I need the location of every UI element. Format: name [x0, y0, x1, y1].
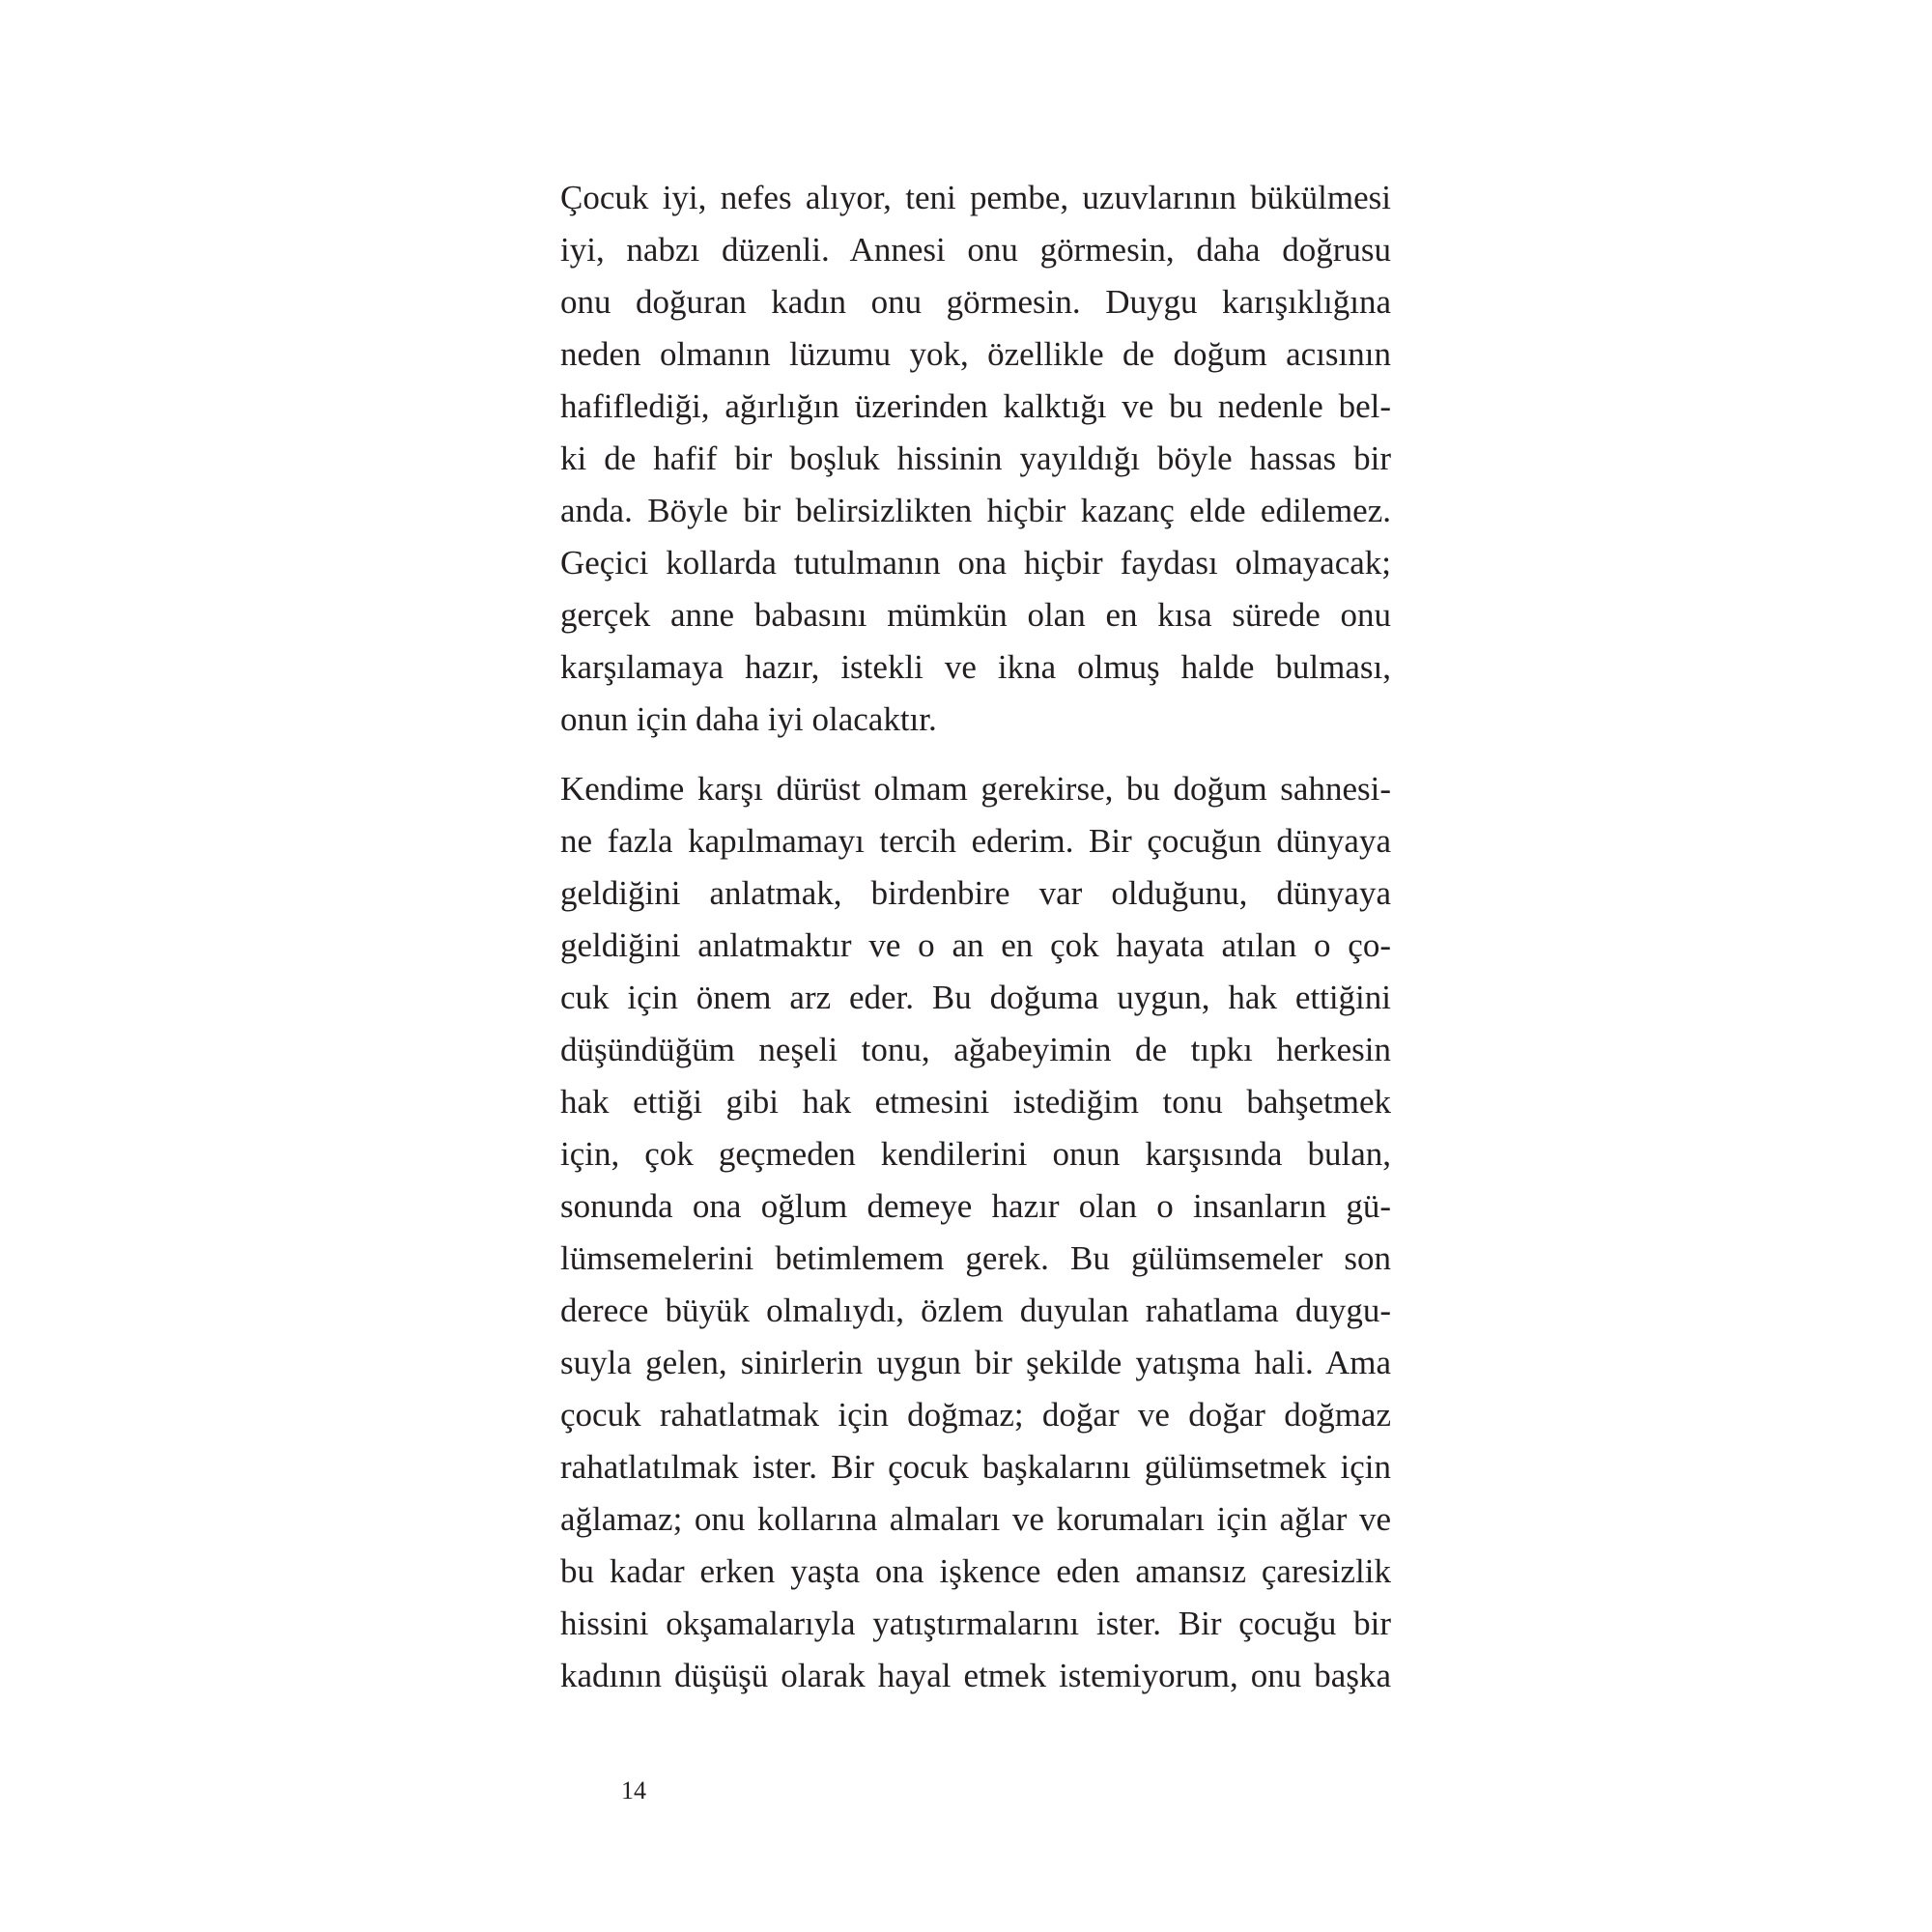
text-line: suyla gelen, sinirlerin uygun bir şekilde yatışma hali. Ama [560, 1344, 1391, 1381]
text-line: düşündüğüm neşeli tonu, ağabeyimin de tıpkı herkesin [560, 1031, 1391, 1068]
body-text [560, 172, 1391, 1702]
text-line: anda. Böyle bir belirsizlikten hiçbir kazanç elde edilemez. [560, 492, 1391, 529]
text-line: kadının düşüşü olarak hayal etmek istemiyorum, onu başka [560, 1657, 1391, 1694]
text-line: bu kadar erken yaşta ona işkence eden amansız çaresizlik [560, 1552, 1391, 1590]
text-line: rahatlatılmak ister. Bir çocuk başkalarını gülümsetmek için [560, 1448, 1391, 1486]
text-line: Geçici kollarda tutulmanın ona hiçbir faydası olmayacak; [560, 544, 1391, 582]
text-line: cuk için önem arz eder. Bu doğuma uygun, hak ettiğini [560, 979, 1391, 1016]
text-line: hafiflediği, ağırlığın üzerinden kalktığı ve bu nedenle bel- [560, 387, 1391, 425]
page-number: 14 [621, 1776, 646, 1804]
text-line: ki de hafif bir boşluk hissinin yayıldığı böyle hassas bir [560, 440, 1391, 477]
text-line: ağlamaz; onu kollarına almaları ve korumaları için ağlar ve [560, 1500, 1391, 1538]
text-line: sonunda ona oğlum demeye hazır olan o insanların gü- [560, 1187, 1391, 1225]
text-line: ne fazla kapılmamayı tercih ederim. Bir çocuğun dünyaya [560, 822, 1391, 860]
text-line: lümsemelerini betimlemem gerek. Bu gülümsemeler son [560, 1239, 1391, 1277]
text-line: onun için daha iyi olacaktır. [560, 700, 937, 738]
text-line: Çocuk iyi, nefes alıyor, teni pembe, uzuvlarının bükülmesi [560, 179, 1391, 216]
text-line: karşılamaya hazır, istekli ve ikna olmuş halde bulması, [560, 648, 1391, 686]
paragraph-2 [560, 763, 1391, 1702]
text-line: Kendime karşı dürüst olmam gerekirse, bu doğum sahnesi- [560, 770, 1391, 808]
text-line: için, çok geçmeden kendilerini onun karşısında bulan, [560, 1135, 1391, 1173]
text-line: onu doğuran kadın onu görmesin. Duygu karışıklığına [560, 283, 1391, 321]
text-line: geldiğini anlatmaktır ve o an en çok hayata atılan o ço- [560, 926, 1391, 964]
text-line: hak ettiği gibi hak etmesini istediğim tonu bahşetmek [560, 1083, 1391, 1121]
text-line: hissini okşamalarıyla yatıştırmalarını ister. Bir çocuğu bir [560, 1605, 1391, 1642]
text-line: neden olmanın lüzumu yok, özellikle de doğum acısının [560, 335, 1391, 373]
text-line: iyi, nabzı düzenli. Annesi onu görmesin, daha doğrusu [560, 231, 1391, 269]
paragraph-1 [560, 172, 1391, 746]
text-line: derece büyük olmalıydı, özlem duyulan rahatlama duygu- [560, 1292, 1391, 1329]
text-line: geldiğini anlatmak, birdenbire var olduğunu, dünyaya [560, 874, 1391, 912]
text-line: çocuk rahatlatmak için doğmaz; doğar ve doğar doğmaz [560, 1396, 1391, 1434]
text-line: gerçek anne babasını mümkün olan en kısa sürede onu [560, 596, 1391, 634]
